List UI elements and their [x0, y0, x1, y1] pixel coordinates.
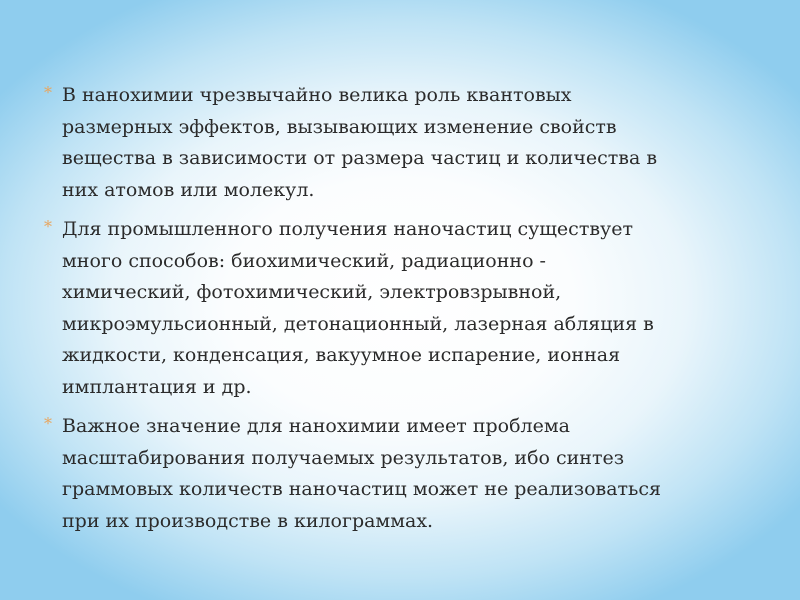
- asterisk-icon: *: [44, 414, 52, 433]
- asterisk-icon: *: [44, 217, 52, 236]
- bullet-list: [44, 80, 734, 545]
- bullet-item-1: [44, 80, 734, 206]
- bullet-text-3: Важное значение для нанохимии имеет проблема масштабирования получаемых результатов, ибо синтез граммовых количеств наночастиц может не реализоваться при их производстве в килограммах.: [62, 415, 662, 532]
- bullet-item-3: [44, 411, 734, 537]
- bullet-item-2: [44, 214, 734, 403]
- asterisk-icon: *: [44, 83, 52, 102]
- bullet-text-2: Для промышленного получения наночастиц существует много способов: биохимический, радиационно - химический, фотохимический, электровзрывной, микроэмульсионный, детонационный, лазерная абляция в жидкости, конденсация, вакуумное испарение, ионная имплантация и др.: [62, 218, 654, 398]
- bullet-text-1: В нанохимии чрезвычайно велика роль квантовых размерных эффектов, вызывающих изменение свойств вещества в зависимости от размера частиц и количества в них атомов или молекул.: [62, 84, 658, 201]
